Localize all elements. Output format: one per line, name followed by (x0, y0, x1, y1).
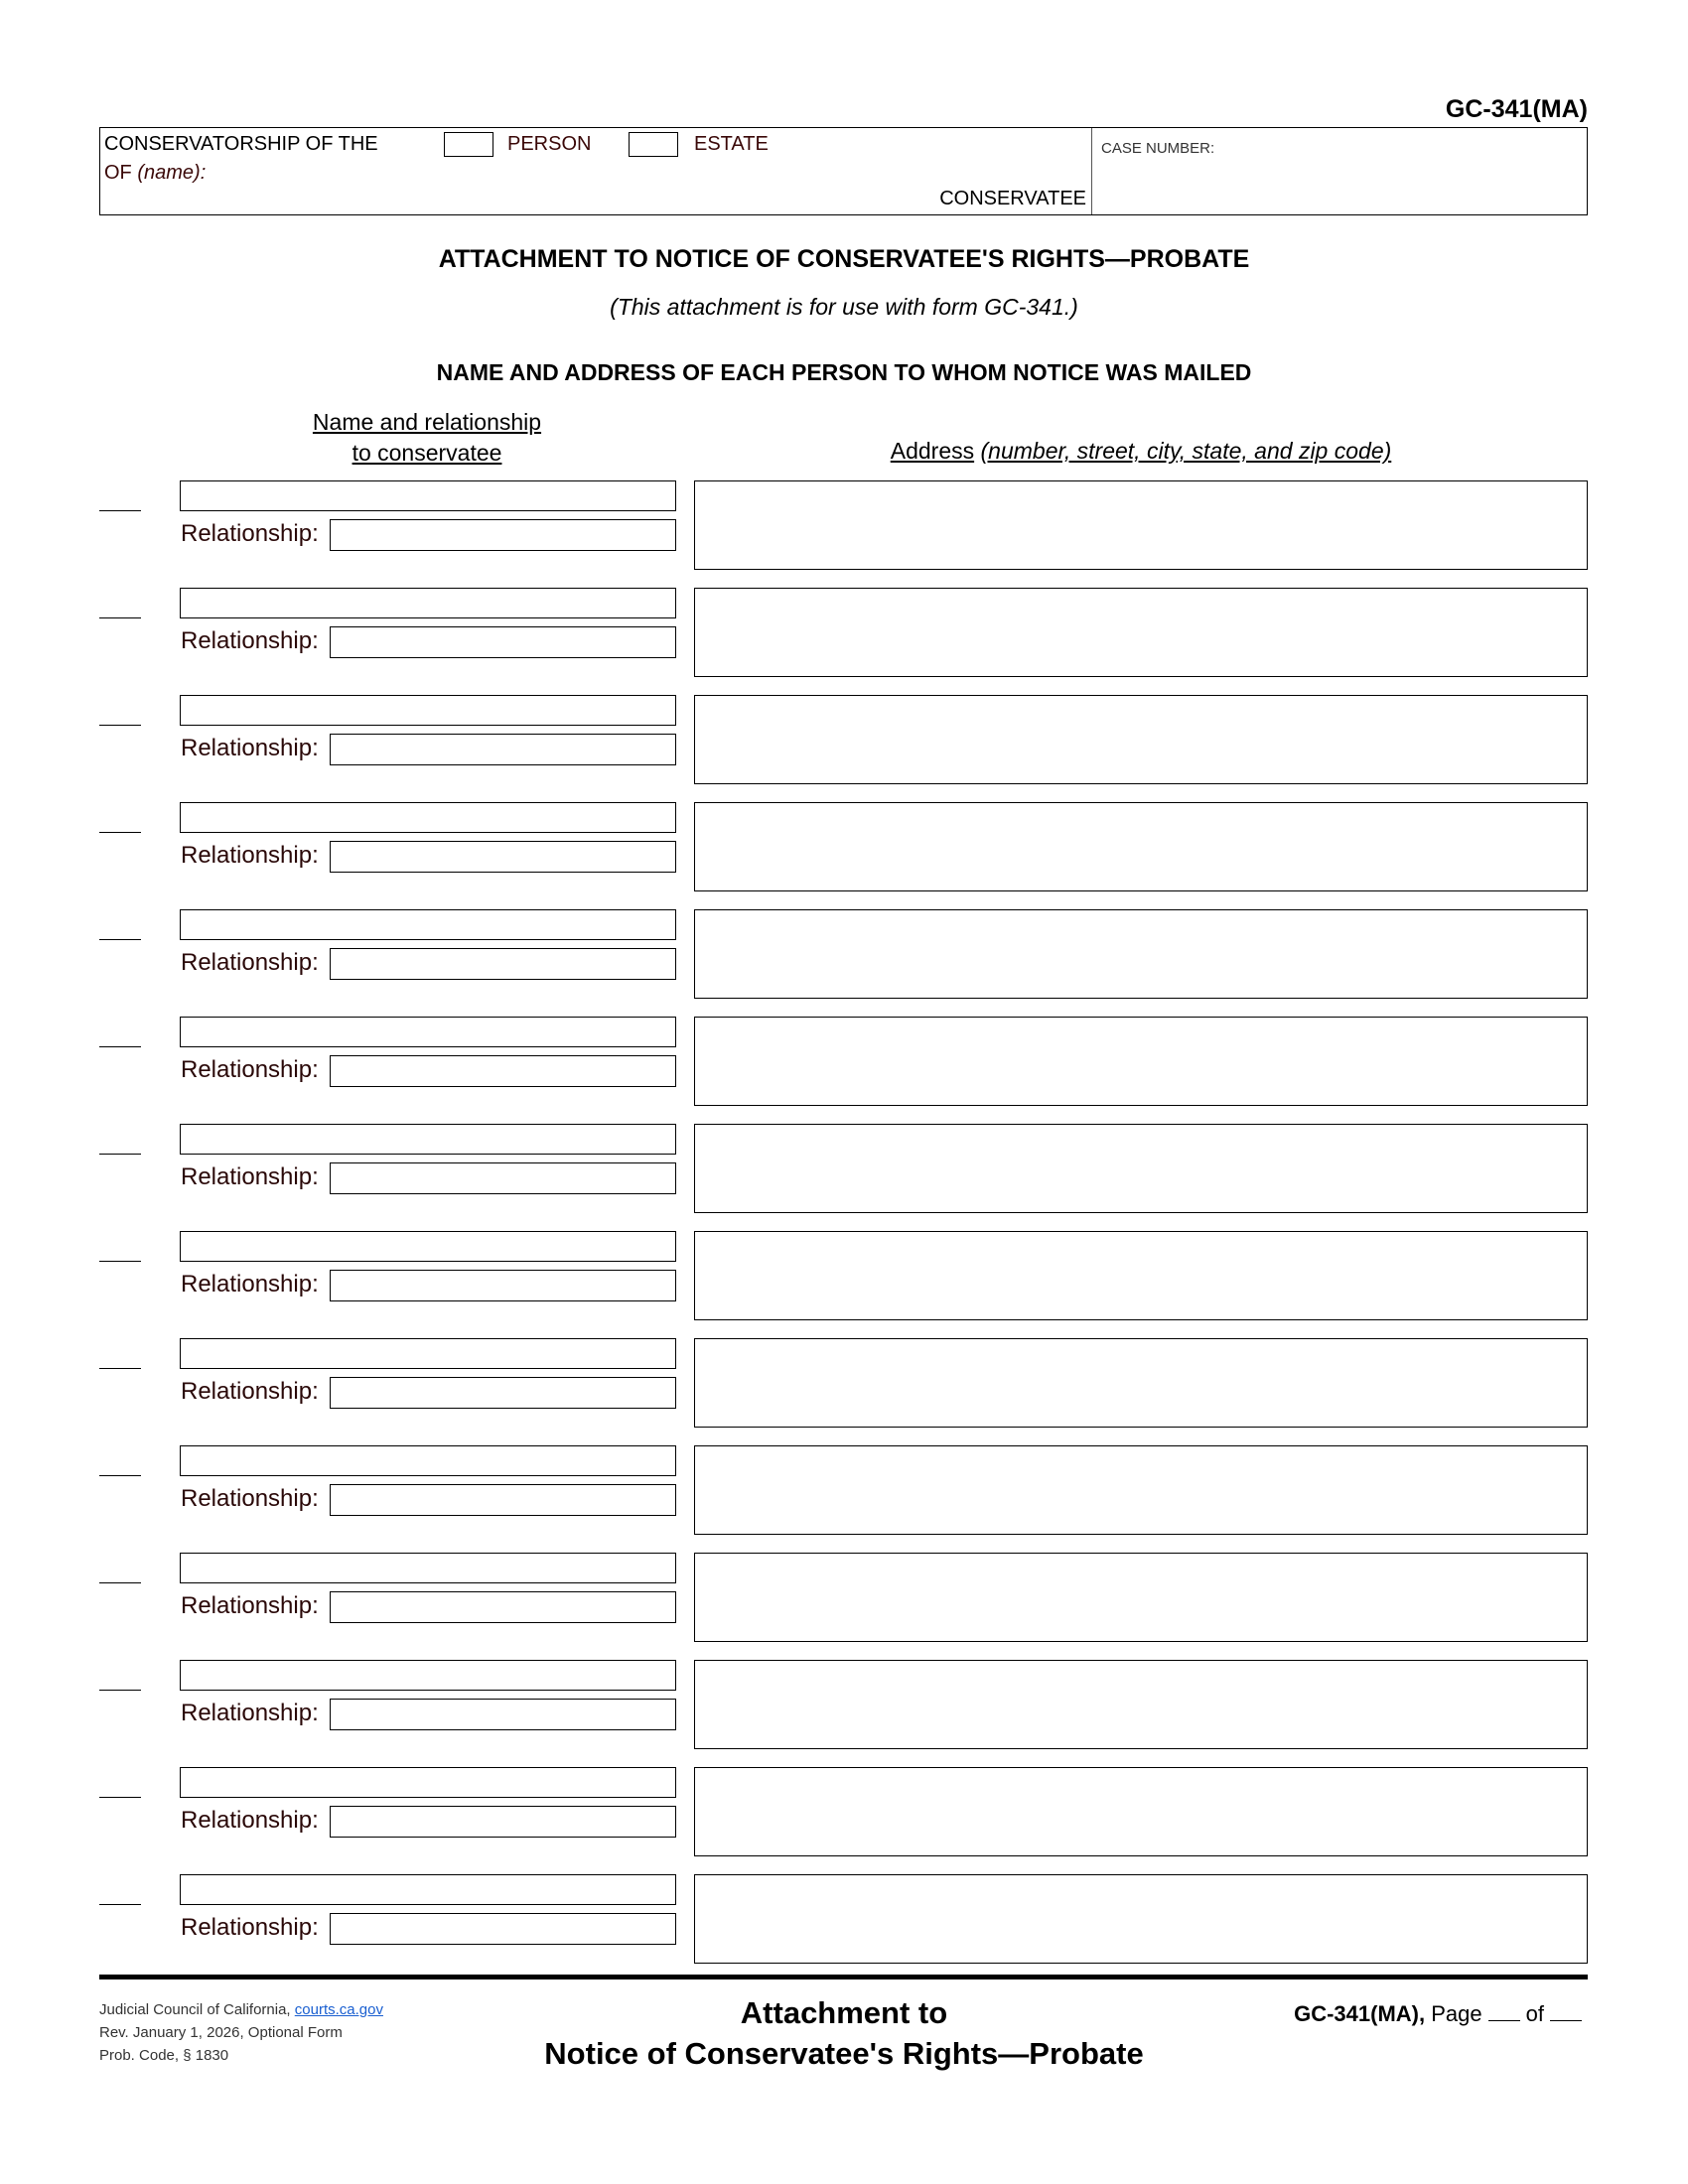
relationship-label: Relationship: (181, 1271, 319, 1297)
person-checkbox[interactable] (444, 132, 493, 157)
footer-title-line1: Attachment to (740, 1995, 948, 2030)
address-header-detail: (number, street, city, state, and zip code) (980, 438, 1392, 464)
recipient-name-field[interactable] (180, 802, 676, 833)
recipient-name-field[interactable] (180, 1660, 676, 1691)
item-number-blank (99, 1046, 141, 1047)
relationship-field[interactable] (330, 1591, 676, 1623)
relationship-label: Relationship: (181, 627, 319, 654)
address-field[interactable] (694, 909, 1588, 999)
relationship-label: Relationship: (181, 735, 319, 761)
recipient-row (0, 1231, 1688, 1330)
recipient-name-field[interactable] (180, 1231, 676, 1262)
name-column-header (228, 407, 626, 469)
relationship-label: Relationship: (181, 949, 319, 976)
address-field[interactable] (694, 588, 1588, 677)
recipient-row (0, 695, 1688, 794)
footer-revision: Rev. January 1, 2026, Optional Form (99, 2024, 343, 2041)
address-field[interactable] (694, 480, 1588, 570)
address-field[interactable] (694, 1017, 1588, 1106)
footer-form-id: GC-341(MA), (1294, 2001, 1426, 2026)
form-subtitle: (This attachment is for use with form GC-341.) (610, 294, 1078, 320)
conservatee-label: CONSERVATEE (939, 188, 1086, 209)
item-number-blank (99, 1154, 141, 1155)
recipient-row (0, 802, 1688, 901)
of-name-label (104, 162, 206, 185)
relationship-field[interactable] (330, 734, 676, 765)
address-field[interactable] (694, 1660, 1588, 1749)
recipient-name-field[interactable] (180, 1767, 676, 1798)
relationship-field[interactable] (330, 1699, 676, 1730)
page-number-blank[interactable] (1488, 2002, 1520, 2021)
recipient-name-field[interactable] (180, 1124, 676, 1155)
relationship-label: Relationship: (181, 1914, 319, 1941)
relationship-field[interactable] (330, 841, 676, 873)
item-number-blank (99, 939, 141, 940)
item-number-blank (99, 1797, 141, 1798)
recipient-name-field[interactable] (180, 1017, 676, 1047)
relationship-field[interactable] (330, 1270, 676, 1301)
case-number-label: CASE NUMBER: (1101, 140, 1215, 157)
relationship-field[interactable] (330, 626, 676, 658)
item-number-blank (99, 1582, 141, 1583)
recipient-row (0, 1017, 1688, 1116)
recipient-name-field[interactable] (180, 1553, 676, 1583)
of-label: of (1525, 2001, 1544, 2026)
recipient-name-field[interactable] (180, 1338, 676, 1369)
address-field[interactable] (694, 1767, 1588, 1856)
page-total-blank[interactable] (1550, 2002, 1582, 2021)
recipient-name-field[interactable] (180, 909, 676, 940)
name-label: (name): (137, 162, 207, 184)
estate-checkbox[interactable] (629, 132, 678, 157)
of-label: OF (104, 162, 132, 184)
relationship-field[interactable] (330, 1162, 676, 1194)
name-header-line1: Name and relationship (312, 409, 542, 435)
address-field[interactable] (694, 695, 1588, 784)
estate-label: ESTATE (694, 133, 769, 155)
footer-code: Prob. Code, § 1830 (99, 2047, 229, 2064)
recipient-row (0, 1338, 1688, 1437)
recipient-name-field[interactable] (180, 1874, 676, 1905)
item-number-blank (99, 1475, 141, 1476)
recipient-name-field[interactable] (180, 588, 676, 618)
relationship-label: Relationship: (181, 1700, 319, 1726)
relationship-field[interactable] (330, 1377, 676, 1409)
recipient-name-field[interactable] (180, 1445, 676, 1476)
recipient-row (0, 1660, 1688, 1759)
address-field[interactable] (694, 1231, 1588, 1320)
recipient-name-field[interactable] (180, 695, 676, 726)
item-number-blank (99, 1368, 141, 1369)
footer-title-line2: Notice of Conservatee's Rights—Probate (544, 2036, 1144, 2071)
address-field[interactable] (694, 1338, 1588, 1428)
recipient-row (0, 1767, 1688, 1866)
relationship-field[interactable] (330, 1806, 676, 1838)
relationship-label: Relationship: (181, 1056, 319, 1083)
person-label: PERSON (507, 133, 592, 155)
address-field[interactable] (694, 1874, 1588, 1964)
section-heading: NAME AND ADDRESS OF EACH PERSON TO WHOM NOTICE WAS MAILED (436, 359, 1252, 385)
name-header-line2: to conservatee (352, 440, 502, 466)
footer-rule (99, 1975, 1588, 1979)
recipient-row (0, 1874, 1688, 1974)
relationship-label: Relationship: (181, 1378, 319, 1405)
address-field[interactable] (694, 1124, 1588, 1213)
recipient-row (0, 588, 1688, 687)
relationship-field[interactable] (330, 1055, 676, 1087)
council-text: Judicial Council of California, (99, 2001, 291, 2018)
item-number-blank (99, 1690, 141, 1691)
footer-page-number (1294, 2001, 1588, 2027)
item-number-blank (99, 832, 141, 833)
address-field[interactable] (694, 1445, 1588, 1535)
relationship-field[interactable] (330, 948, 676, 980)
relationship-label: Relationship: (181, 1485, 319, 1512)
relationship-label: Relationship: (181, 520, 319, 547)
page-label: Page (1431, 2001, 1482, 2026)
relationship-field[interactable] (330, 1913, 676, 1945)
item-number-blank (99, 725, 141, 726)
form-number: GC-341(MA) (1445, 95, 1588, 123)
relationship-field[interactable] (330, 519, 676, 551)
address-field[interactable] (694, 1553, 1588, 1642)
recipient-row (0, 1553, 1688, 1652)
recipient-row (0, 1124, 1688, 1223)
caption-box (99, 127, 1588, 215)
item-number-blank (99, 617, 141, 618)
relationship-label: Relationship: (181, 1807, 319, 1834)
form-title: ATTACHMENT TO NOTICE OF CONSERVATEE'S RIGHTS—PROBATE (438, 245, 1250, 273)
relationship-label: Relationship: (181, 842, 319, 869)
relationship-label: Relationship: (181, 1163, 319, 1190)
recipient-row (0, 480, 1688, 580)
conservatorship-label: CONSERVATORSHIP OF THE (104, 133, 378, 155)
relationship-label: Relationship: (181, 1592, 319, 1619)
item-number-blank (99, 510, 141, 511)
recipient-row (0, 909, 1688, 1009)
address-field[interactable] (694, 802, 1588, 891)
header-divider (1091, 128, 1092, 214)
relationship-field[interactable] (330, 1484, 676, 1516)
recipient-name-field[interactable] (180, 480, 676, 511)
item-number-blank (99, 1261, 141, 1262)
courts-link[interactable]: courts.ca.gov (294, 2001, 383, 2018)
address-column-header (694, 438, 1588, 465)
recipient-row (0, 1445, 1688, 1545)
address-header: Address (890, 438, 975, 464)
item-number-blank (99, 1904, 141, 1905)
